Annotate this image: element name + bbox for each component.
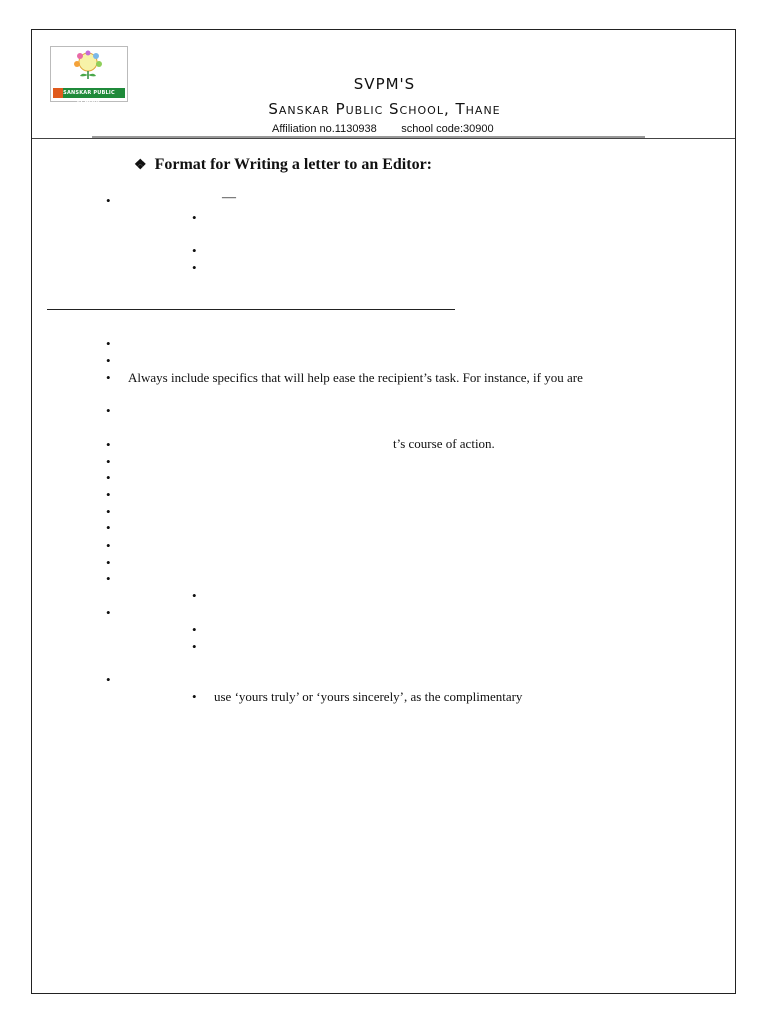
school-title-svpm: SVPM'S (353, 75, 416, 93)
list-item: • (192, 260, 197, 275)
list-item: • (106, 538, 111, 553)
partial-line-text: t’s course of action. (393, 436, 495, 451)
list-item: • (106, 437, 111, 452)
list-item: • (106, 672, 111, 687)
section-divider (47, 309, 455, 310)
page-heading (134, 156, 432, 174)
list-item: • (106, 487, 111, 502)
list-item: • (106, 193, 111, 208)
list-item: • (106, 353, 111, 368)
page-frame (31, 29, 736, 994)
school-name: Sanskar Public School, Thane (268, 100, 501, 118)
list-item-text: use ‘yours truly’ or ‘yours sincerely’, as the complimentary (214, 689, 523, 704)
header-divider (32, 138, 735, 139)
list-item: • (106, 470, 111, 485)
list-item: • (192, 243, 197, 258)
list-item: • (106, 555, 111, 570)
list-item: • (192, 210, 197, 225)
heading-text: Format for Writing a letter to an Editor: (154, 156, 432, 173)
list-item: • (106, 520, 111, 535)
affiliation-line: Affiliation no.1130938 school code:30900 (272, 123, 494, 135)
list-item: • (106, 403, 111, 418)
school-logo (50, 46, 128, 106)
list-item-text: Always include specifics that will help ease the recipient’s task. For instance, if you are (128, 370, 583, 385)
em-dash: — (222, 190, 236, 205)
logo-text: SANSKAR PUBLIC SCHOOL (63, 90, 115, 106)
list-item: • use ‘yours truly’ or ‘yours sincerely’, as the complimentary (192, 689, 523, 704)
list-item: • (106, 571, 111, 586)
list-item: • (106, 454, 111, 469)
diamond-bullet-icon: ❖ (134, 158, 147, 173)
list-item: • (192, 639, 197, 654)
list-item: • (106, 336, 111, 351)
list-item: • (192, 622, 197, 637)
list-item: • (106, 504, 111, 519)
list-item: • Always include specifics that will help ease the recipient’s task. For instance, if you are (106, 370, 583, 385)
list-item: • (106, 605, 111, 620)
list-item: • (192, 588, 197, 603)
